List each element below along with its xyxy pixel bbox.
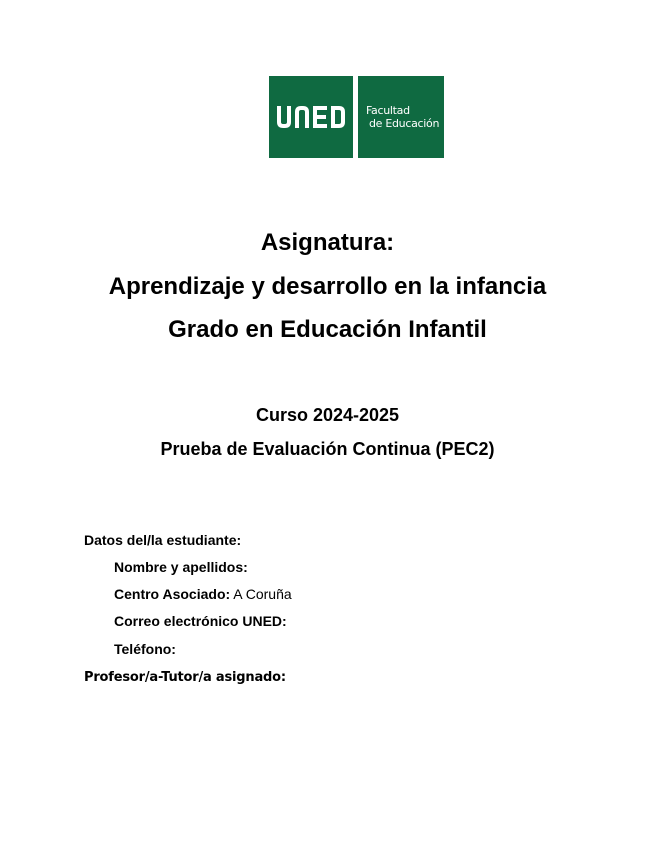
student-email-row: [114, 612, 287, 630]
student-center-row: [114, 585, 292, 603]
degree-name: Grado en Educación Infantil: [168, 316, 487, 343]
student-center-value: A Coruña: [233, 586, 292, 602]
uned-wordmark-glyphs: [275, 104, 347, 130]
uned-wordmark: [269, 76, 353, 158]
student-center-label: Centro Asociado:: [114, 586, 231, 602]
student-email-label: Correo electrónico UNED:: [114, 613, 287, 629]
faculty-label: [358, 76, 444, 158]
course-year: Curso 2024-2025: [255, 405, 400, 425]
test-name: Prueba de Evaluación Continua (PEC2): [160, 439, 495, 459]
student-name-label: Nombre y apellidos:: [114, 559, 248, 575]
faculty-line-2: de Educación: [369, 117, 440, 130]
subject-name: Aprendizaje y desarrollo en la infancia: [108, 273, 547, 300]
faculty-line-1: Facultad: [366, 104, 410, 117]
tutor-label: Profesor/a-Tutor/a asignado:: [84, 670, 286, 685]
student-section-label: Datos del/la estudiante:: [84, 532, 242, 548]
student-name-row: [114, 558, 248, 576]
tutor-row: [84, 669, 286, 687]
uned-logo: [269, 76, 444, 158]
subject-label: Asignatura:: [260, 229, 395, 256]
student-phone-label: Teléfono:: [114, 641, 176, 657]
student-phone-row: [114, 640, 176, 658]
